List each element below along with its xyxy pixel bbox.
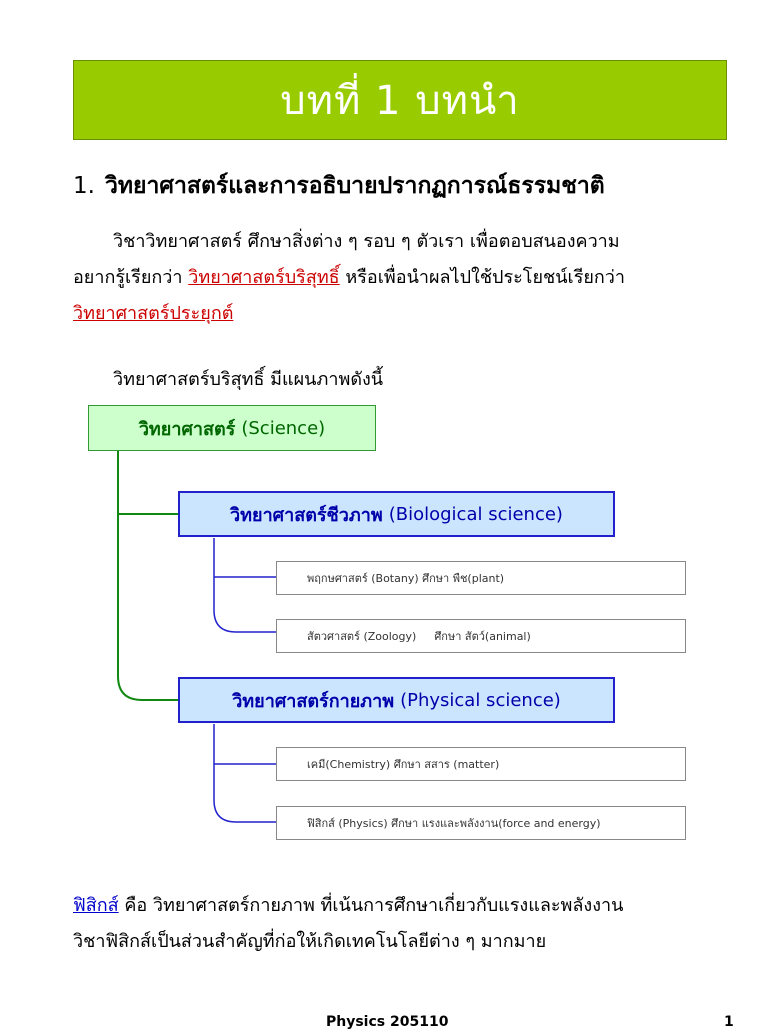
footer-course-code: Physics 205110 [326, 1014, 449, 1030]
root-connector-line [118, 451, 178, 700]
footer-page-number: 1 [724, 1014, 734, 1030]
physical-science-en: (Physical science) [400, 689, 561, 711]
bio-connector-line [214, 538, 276, 632]
biological-science-thai: วิทยาศาสตร์ชีวภาพ [230, 504, 383, 526]
phys-connector-line [214, 724, 276, 822]
physics-line-1-post: คือ วิทยาศาสตร์กายภาพ ที่เน้นการศึกษาเกี่ยวกับแรงและพลังงาน [118, 895, 624, 916]
physics-paragraph [73, 888, 733, 960]
chemistry-box [276, 747, 686, 781]
zoology-study: ศึกษา สัตว์(animal) [434, 630, 531, 643]
section-number: 1. [73, 173, 95, 199]
intro-line-2-pre: อยากรู้เรียกว่า [73, 267, 189, 288]
applied-science-link[interactable]: วิทยาศาสตร์ประยุกต์ [73, 303, 234, 324]
intro-line-1: วิชาวิทยาศาสตร์ ศึกษาสิ่งต่าง ๆ รอบ ๆ ตัวเรา เพื่อตอบสนองความ [113, 231, 620, 252]
physics-line-1 [73, 888, 733, 924]
science-root-box [88, 405, 376, 451]
biological-science-en: (Biological science) [388, 503, 563, 525]
diagram-caption: วิทยาศาสตร์บริสุทธิ์ มีแผนภาพดังนี้ [113, 369, 384, 390]
botany-text: พฤกษศาสตร์ (Botany) ศึกษา พืช(plant) [307, 572, 505, 585]
physics-line-2: วิชาฟิสิกส์เป็นส่วนสำคัญที่ก่อให้เกิดเทคโนโลยีต่าง ๆ มากมาย [73, 931, 547, 952]
physics-link[interactable]: ฟิสิกส์ [73, 895, 119, 916]
intro-line-2-post: หรือเพื่อนำผลไปใช้ประโยชน์เรียกว่า [339, 267, 626, 288]
physical-science-thai: วิทยาศาสตร์กายภาพ [232, 690, 395, 712]
botany-box [276, 561, 686, 595]
zoology-box [276, 619, 686, 653]
pure-science-link[interactable]: วิทยาศาสตร์บริสุทธิ์ [188, 267, 340, 288]
chemistry-text: เคมี(Chemistry) ศึกษา สสาร (matter) [307, 758, 500, 771]
biological-science-box [178, 491, 615, 537]
chapter-title: บทที่ 1 บทนำ [280, 78, 520, 124]
section-heading-text: วิทยาศาสตร์และการอธิบายปรากฏการณ์ธรรมชาติ [104, 173, 605, 199]
physics-text: ฟิสิกส์ (Physics) ศึกษา แรงและพลังงาน(force and energy) [307, 817, 601, 830]
science-root-thai: วิทยาศาสตร์ [138, 418, 236, 440]
science-root-en: (Science) [241, 417, 326, 439]
physics-box [276, 806, 686, 840]
physical-science-box [178, 677, 615, 723]
zoology-name: สัตวศาสตร์ (Zoology) [307, 630, 417, 643]
